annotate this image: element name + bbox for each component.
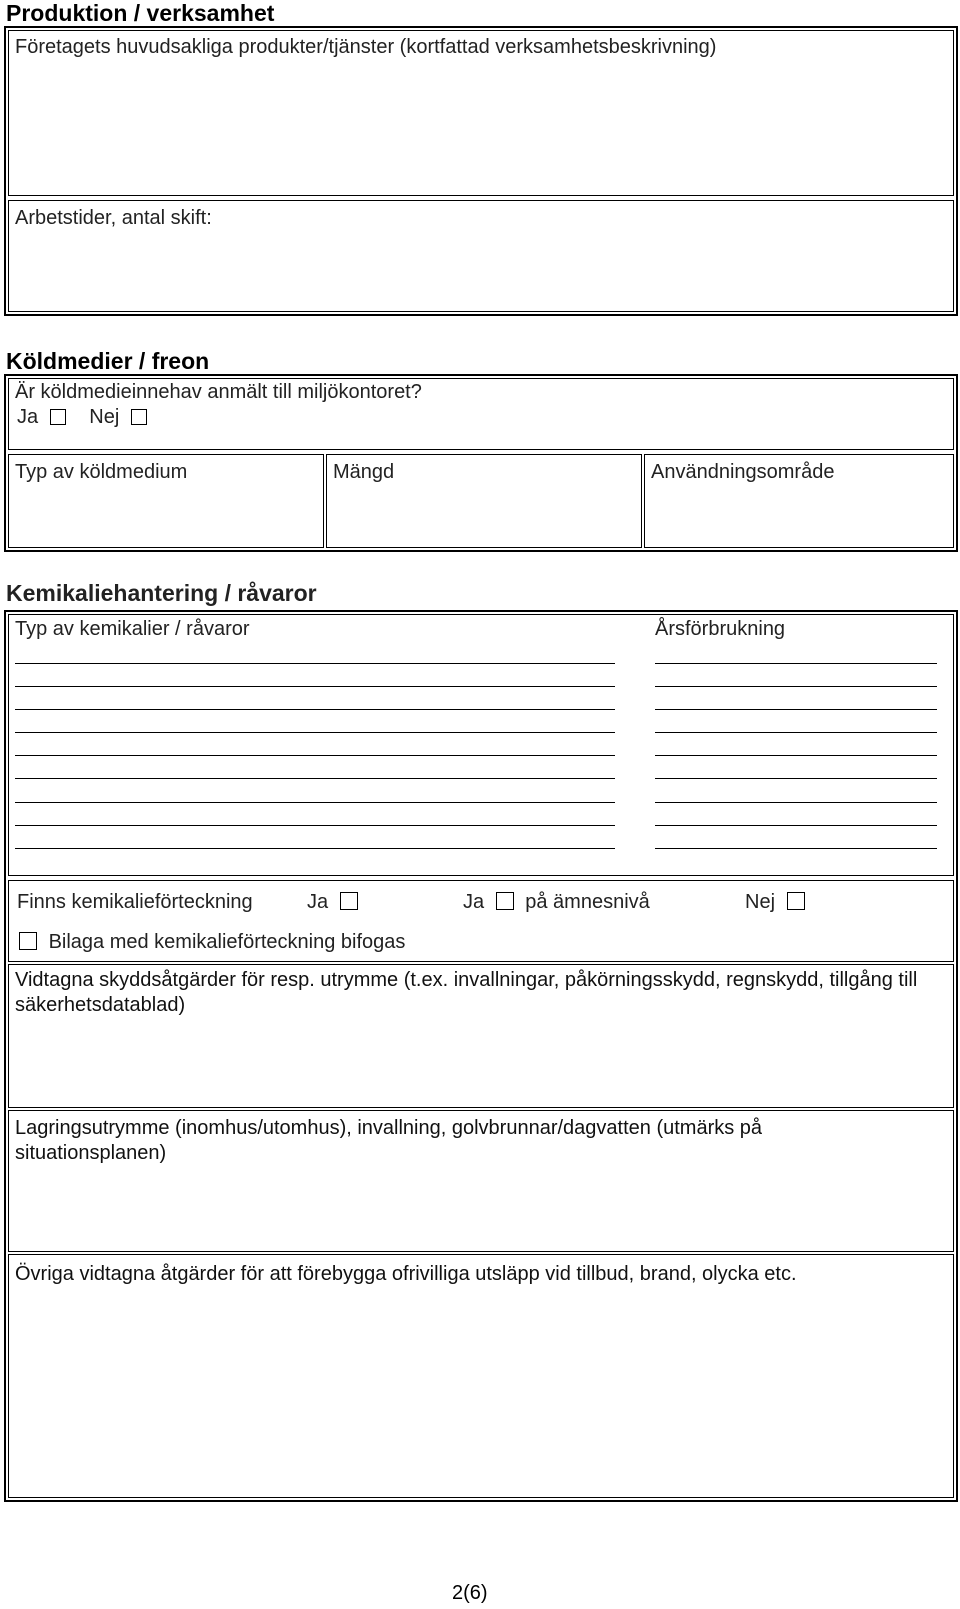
attachment-label: Bilaga med kemikalieförteckning bifogas — [48, 931, 406, 953]
chemicals-yes-label: Ja — [307, 891, 329, 913]
chemicals-type-line[interactable] — [15, 663, 615, 664]
chemicals-type-line[interactable] — [15, 755, 615, 756]
chemicals-type-line[interactable] — [15, 778, 615, 779]
worktime-field[interactable] — [8, 200, 954, 312]
chemicals-annual-line[interactable] — [655, 848, 937, 849]
chemicals-yes-substance-group — [463, 891, 650, 914]
chemicals-yes-substance-label: Ja — [463, 891, 485, 913]
chemicals-no-label: Nej — [745, 891, 776, 913]
chemicals-type-line[interactable] — [15, 686, 615, 687]
refrigerant-type-field[interactable] — [8, 454, 324, 548]
chemicals-annual-line[interactable] — [655, 825, 937, 826]
protective-measures-field[interactable] — [8, 964, 954, 1108]
production-form-box — [4, 26, 958, 316]
storage-label: Lagringsutrymme (inomhus/utomhus), invallning, golvbrunnar/dagvatten (utmärks på situationsplanen) — [15, 1117, 763, 1164]
protective-measures-label: Vidtagna skyddsåtgärder för resp. utrymme (t.ex. invallningar, påkörningsskydd, regnskydd, tillgång till säkerhetsdatablad) — [15, 969, 918, 1016]
refrigerant-usage-field[interactable] — [644, 454, 954, 548]
chemicals-annual-line[interactable] — [655, 732, 937, 733]
refrigerant-no-checkbox[interactable] — [131, 409, 147, 425]
attachment-row — [19, 931, 405, 954]
refrigerant-question: Är köldmedieinnehav anmält till miljökontoret? — [15, 381, 422, 403]
products-field[interactable] — [8, 30, 954, 196]
chemicals-type-line[interactable] — [15, 732, 615, 733]
chemicals-annual-line[interactable] — [655, 802, 937, 803]
refrigerant-usage-label: Användningsområde — [651, 461, 835, 483]
refrigerant-amount-field[interactable] — [326, 454, 642, 548]
refrigerant-no-label: Nej — [89, 406, 120, 428]
refrigerant-answer-row — [17, 406, 147, 429]
chemicals-annual-label: Årsförbrukning — [655, 618, 786, 640]
chemicals-annual-line[interactable] — [655, 778, 937, 779]
chemicals-form-box — [4, 610, 958, 1502]
chemicals-type-line[interactable] — [15, 848, 615, 849]
section-title-refrigerant: Köldmedier / freon — [6, 348, 210, 374]
chemicals-type-line[interactable] — [15, 802, 615, 803]
page-number: 2(6) — [452, 1582, 488, 1604]
chemicals-type-label: Typ av kemikalier / råvaror — [15, 618, 250, 640]
chemicals-type-line[interactable] — [15, 709, 615, 710]
chemicals-list-question: Finns kemikalieförteckning — [17, 891, 253, 913]
chemicals-no-checkbox[interactable] — [787, 892, 805, 910]
chemicals-yes-substance-checkbox[interactable] — [496, 892, 514, 910]
chemicals-annual-line[interactable] — [655, 686, 937, 687]
section-title-chemicals: Kemikaliehantering / råvaror — [6, 580, 317, 606]
products-label: Företagets huvudsakliga produkter/tjänster (kortfattad verksamhetsbeskrivning) — [15, 36, 717, 58]
chemicals-list-field — [8, 614, 954, 876]
worktime-label: Arbetstider, antal skift: — [15, 207, 212, 229]
refrigerant-question-field — [8, 378, 954, 450]
chemicals-yes-group — [307, 891, 358, 914]
refrigerant-type-label: Typ av köldmedium — [15, 461, 188, 483]
chemicals-annual-line[interactable] — [655, 755, 937, 756]
chemicals-type-line[interactable] — [15, 825, 615, 826]
refrigerant-yes-label: Ja — [17, 406, 39, 428]
other-measures-field[interactable] — [8, 1254, 954, 1498]
chemicals-no-group — [745, 891, 805, 914]
storage-field[interactable] — [8, 1110, 954, 1252]
refrigerant-amount-label: Mängd — [333, 461, 395, 483]
refrigerant-form-box — [4, 374, 958, 552]
refrigerant-yes-checkbox[interactable] — [50, 409, 66, 425]
chemicals-annual-line[interactable] — [655, 709, 937, 710]
chemicals-annual-line[interactable] — [655, 663, 937, 664]
chemicals-yes-checkbox[interactable] — [340, 892, 358, 910]
chemicals-substance-level-label: på ämnesnivå — [525, 891, 650, 913]
other-measures-label: Övriga vidtagna åtgärder för att förebygga ofrivilliga utsläpp vid tillbud, brand, olycka etc. — [15, 1263, 797, 1285]
chemicals-list-question-field — [8, 880, 954, 962]
section-title-production: Produktion / verksamhet — [6, 0, 275, 26]
attachment-checkbox[interactable] — [19, 932, 37, 950]
